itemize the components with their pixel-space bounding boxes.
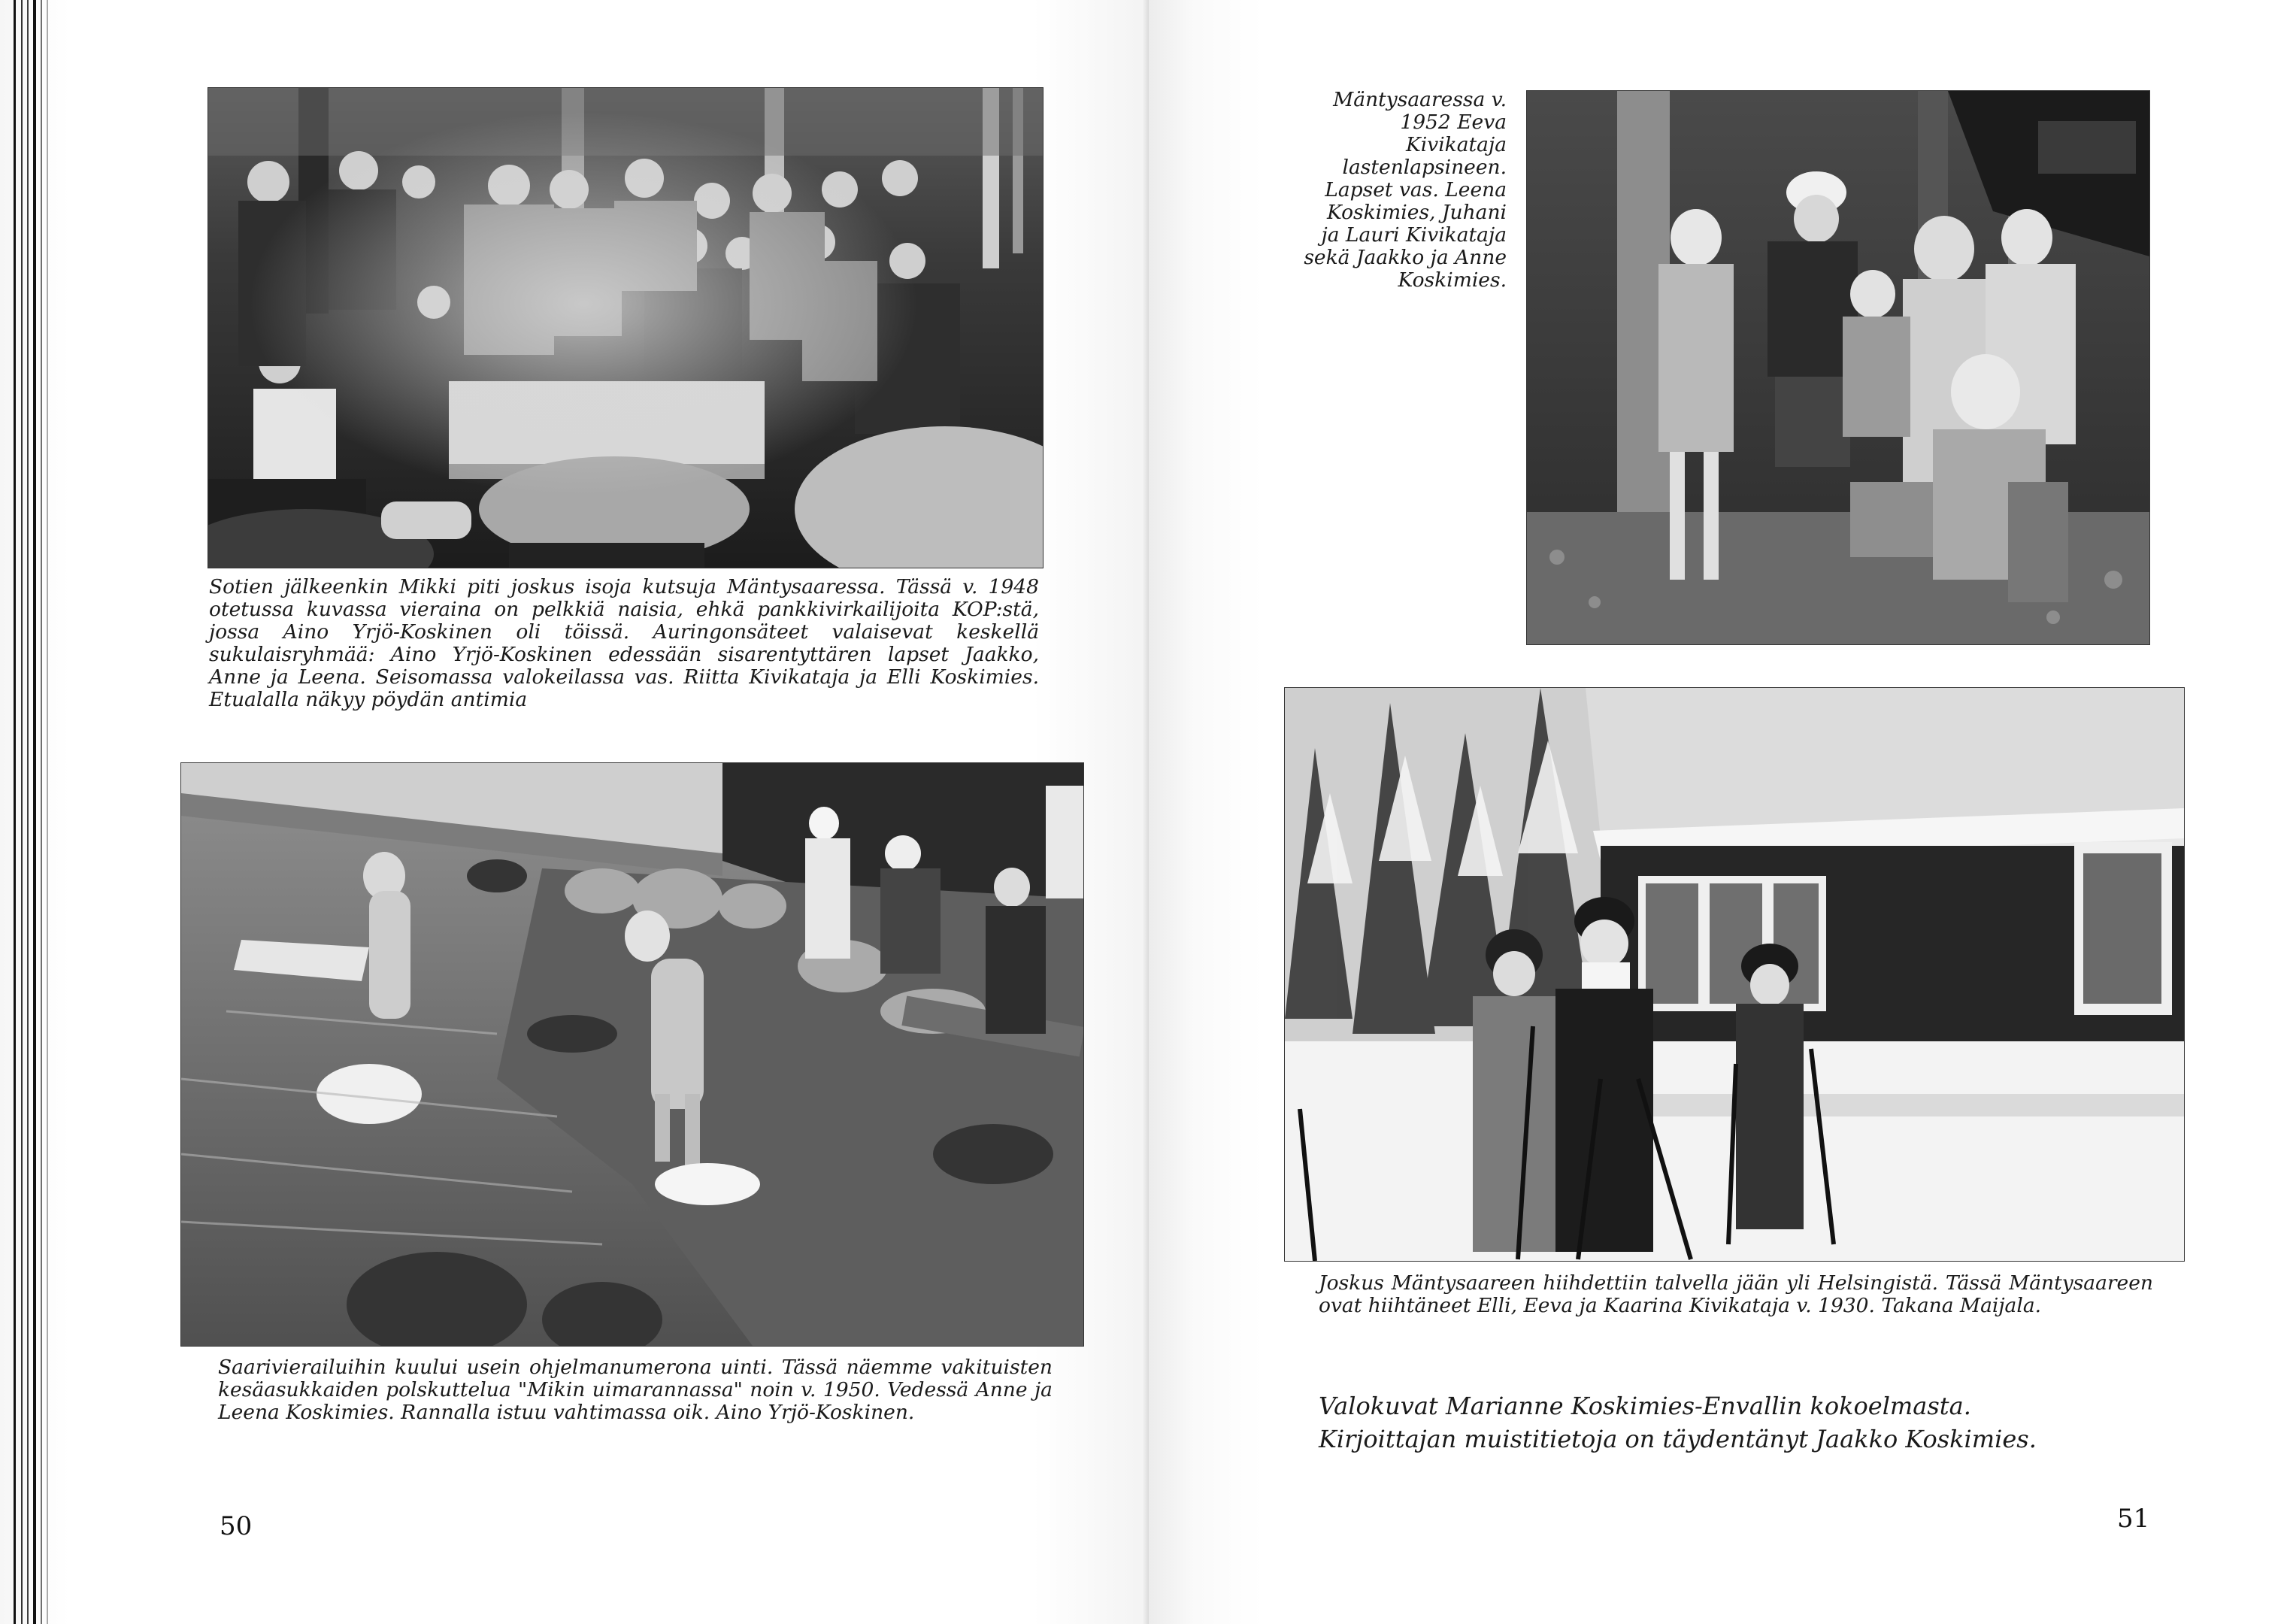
photo-garden-party: [207, 87, 1044, 568]
book-edge: [0, 0, 53, 1624]
caption-swimming-beach: Saarivierailuihin kuului usein ohjelmanumerona uinti. Tässä näemme vakituisten kesäasukkaiden polskuttelua "Mikin uimarannassa" noin v. 1950. Vedessä Anne ja Leena Koskimies. Rannalla istuu vahtimassa oik. Aino Yrjö-Koskinen.: [218, 1356, 1053, 1424]
page-number-left: 50: [220, 1511, 253, 1541]
photo-swimming-beach: [180, 762, 1084, 1347]
page-number-right: 51: [2117, 1504, 2150, 1534]
caption-winter-skiing: Joskus Mäntysaareen hiihdettiin talvella jään yli Helsingistä. Tässä Mäntysaareen ovat hiihtäneet Elli, Eeva ja Kaarina Kivikataja v. 1930. Takana Maijala.: [1319, 1271, 2153, 1317]
photo-grandmother-grandchildren: [1526, 90, 2150, 645]
caption-garden-party: Sotien jälkeenkin Mikki piti joskus isoja kutsuja Mäntysaaressa. Tässä v. 1948 otetussa kuvassa vieraina on pelkkiä naisia, ehkä pankkivirkailijoita KOP:stä, jossa Aino Yrjö-Koskinen oli töissä. Auringonsäteet valaisevat keskellä sukulaisryhmää: Aino Yrjö-Koskinen edessään sisarentyttären lapset Jaakko, Anne ja Leena. Seisomassa valokeilassa vas. Riitta Kivikataja ja Elli Koskimies. Etualalla näkyy pöydän antimia: [209, 575, 1039, 711]
credits-memory-notes: Kirjoittajan muistitietoja on täydentänyt Jaakko Koskimies.: [1319, 1425, 2037, 1453]
caption-family-portrait: Mäntysaaressa v. 1952 Eeva Kivikataja lastenlapsineen. Lapset vas. Leena Koskimies, Juhani ja Lauri Kivikataja sekä Jaakko ja Anne Koskimies.: [1304, 88, 1507, 292]
credits-collection: Valokuvat Marianne Koskimies-Envallin kokoelmasta.: [1319, 1392, 1971, 1420]
right-page: [1149, 0, 2290, 1624]
photo-credits: [1319, 1389, 2176, 1456]
photo-winter-skiing: [1284, 687, 2185, 1262]
